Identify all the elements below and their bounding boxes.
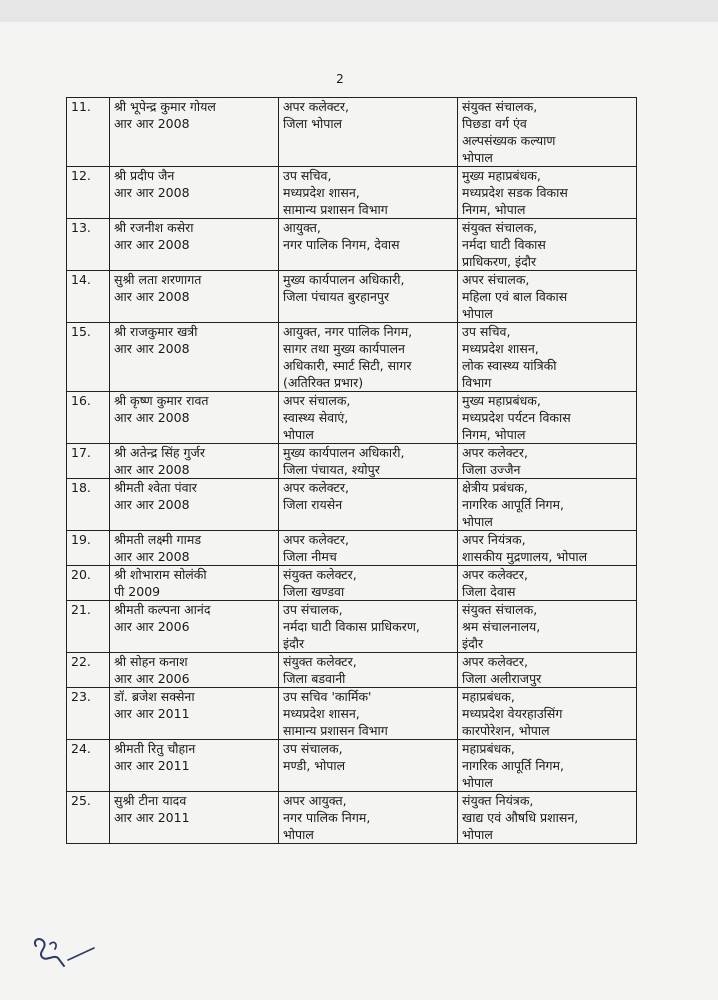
serial-number-cell: 12.: [67, 167, 110, 219]
serial-number-cell: 24.: [67, 740, 110, 792]
current-post-cell: अपर कलेक्टर, जिला नीमच: [279, 531, 458, 566]
serial-number-cell: 11.: [67, 98, 110, 167]
officer-name-cell: सुश्री लता शरणागत आर आर 2008: [110, 271, 279, 323]
current-post-cell: मुख्य कार्यपालन अधिकारी, जिला पंचायत बुरहानपुर: [279, 271, 458, 323]
table-row: [67, 653, 637, 688]
new-post-cell: संयुक्त संचालक, पिछडा वर्ग एंव अल्पसंख्यक कल्याण भोपाल: [458, 98, 637, 167]
table-row: [67, 271, 637, 323]
serial-number-cell: 25.: [67, 792, 110, 844]
table-row: [67, 531, 637, 566]
officer-name-cell: श्री कृष्ण कुमार रावत आर आर 2008: [110, 392, 279, 444]
officer-name-cell: डॉ. ब्रजेश सक्सेना आर आर 2011: [110, 688, 279, 740]
current-post-cell: संयुक्त कलेक्टर, जिला बडवानी: [279, 653, 458, 688]
table-row: [67, 479, 637, 531]
table-row: [67, 98, 637, 167]
officer-name-cell: श्री प्रदीप जैन आर आर 2008: [110, 167, 279, 219]
top-band: [0, 0, 718, 22]
officer-name-cell: श्रीमती लक्ष्मी गामड आर आर 2008: [110, 531, 279, 566]
new-post-cell: संयुक्त नियंत्रक, खाद्य एवं औषधि प्रशासन, भोपाल: [458, 792, 637, 844]
officer-name-cell: श्री अतेन्द्र सिंह गुर्जर आर आर 2008: [110, 444, 279, 479]
current-post-cell: मुख्य कार्यपालन अधिकारी, जिला पंचायत, श्योपुर: [279, 444, 458, 479]
new-post-cell: महाप्रबंधक, मध्यप्रदेश वेयरहाउसिंग कारपोरेशन, भोपाल: [458, 688, 637, 740]
transfer-table-body: [67, 98, 637, 844]
current-post-cell: अपर कलेक्टर, जिला रायसेन: [279, 479, 458, 531]
current-post-cell: उप सचिव, मध्यप्रदेश शासन, सामान्य प्रशासन विभाग: [279, 167, 458, 219]
new-post-cell: संयुक्त संचालक, श्रम संचालनालय, इंदौर: [458, 601, 637, 653]
transfer-table: [66, 97, 637, 844]
serial-number-cell: 14.: [67, 271, 110, 323]
serial-number-cell: 18.: [67, 479, 110, 531]
serial-number-cell: 15.: [67, 323, 110, 392]
table-row: [67, 601, 637, 653]
table-row: [67, 566, 637, 601]
current-post-cell: आयुक्त, नगर पालिक निगम, देवास: [279, 219, 458, 271]
table-row: [67, 323, 637, 392]
officer-name-cell: सुश्री टीना यादव आर आर 2011: [110, 792, 279, 844]
serial-number-cell: 19.: [67, 531, 110, 566]
officer-name-cell: श्रीमती श्वेता पंवार आर आर 2008: [110, 479, 279, 531]
serial-number-cell: 21.: [67, 601, 110, 653]
serial-number-cell: 22.: [67, 653, 110, 688]
current-post-cell: संयुक्त कलेक्टर, जिला खण्डवा: [279, 566, 458, 601]
serial-number-cell: 13.: [67, 219, 110, 271]
table-row: [67, 392, 637, 444]
serial-number-cell: 16.: [67, 392, 110, 444]
new-post-cell: महाप्रबंधक, नागरिक आपूर्ति निगम, भोपाल: [458, 740, 637, 792]
new-post-cell: अपर कलेक्टर, जिला अलीराजपुर: [458, 653, 637, 688]
officer-name-cell: श्रीमती कल्पना आनंद आर आर 2006: [110, 601, 279, 653]
current-post-cell: उप सचिव 'कार्मिक' मध्यप्रदेश शासन, सामान्य प्रशासन विभाग: [279, 688, 458, 740]
current-post-cell: अपर आयुक्त, नगर पालिक निगम, भोपाल: [279, 792, 458, 844]
new-post-cell: अपर कलेक्टर, जिला देवास: [458, 566, 637, 601]
officer-name-cell: श्री सोहन कनाश आर आर 2006: [110, 653, 279, 688]
new-post-cell: मुख्य महाप्रबंधक, मध्यप्रदेश सडक विकास निगम, भोपाल: [458, 167, 637, 219]
current-post-cell: अपर संचालक, स्वास्थ्य सेवाएं, भोपाल: [279, 392, 458, 444]
new-post-cell: क्षेत्रीय प्रबंधक, नागरिक आपूर्ति निगम, भोपाल: [458, 479, 637, 531]
serial-number-cell: 23.: [67, 688, 110, 740]
new-post-cell: मुख्य महाप्रबंधक, मध्यप्रदेश पर्यटन विकास निगम, भोपाल: [458, 392, 637, 444]
new-post-cell: अपर संचालक, महिला एवं बाल विकास भोपाल: [458, 271, 637, 323]
new-post-cell: अपर कलेक्टर, जिला उज्जैन: [458, 444, 637, 479]
table-row: [67, 219, 637, 271]
current-post-cell: उप संचालक, मण्डी, भोपाल: [279, 740, 458, 792]
officer-name-cell: श्री भूपेन्द्र कुमार गोयल आर आर 2008: [110, 98, 279, 167]
table-row: [67, 740, 637, 792]
current-post-cell: आयुक्त, नगर पालिक निगम, सागर तथा मुख्य कार्यपालन अधिकारी, स्मार्ट सिटी, सागर (अतिरिक्त प्रभार): [279, 323, 458, 392]
handwritten-signature: [28, 930, 98, 970]
officer-name-cell: श्री रजनीश कसेरा आर आर 2008: [110, 219, 279, 271]
page-number: 2: [336, 72, 344, 86]
current-post-cell: उप संचालक, नर्मदा घाटी विकास प्राधिकरण, इंदौर: [279, 601, 458, 653]
current-post-cell: अपर कलेक्टर, जिला भोपाल: [279, 98, 458, 167]
table-row: [67, 688, 637, 740]
serial-number-cell: 20.: [67, 566, 110, 601]
new-post-cell: अपर नियंत्रक, शासकीय मुद्रणालय, भोपाल: [458, 531, 637, 566]
table-row: [67, 792, 637, 844]
new-post-cell: उप सचिव, मध्यप्रदेश शासन, लोक स्वास्थ्य यांत्रिकी विभाग: [458, 323, 637, 392]
table-row: [67, 167, 637, 219]
officer-name-cell: श्रीमती रितु चौहान आर आर 2011: [110, 740, 279, 792]
table-row: [67, 444, 637, 479]
officer-name-cell: श्री राजकुमार खत्री आर आर 2008: [110, 323, 279, 392]
officer-name-cell: श्री शोभाराम सोलंकी पी 2009: [110, 566, 279, 601]
serial-number-cell: 17.: [67, 444, 110, 479]
new-post-cell: संयुक्त संचालक, नर्मदा घाटी विकास प्राधिकरण, इंदौर: [458, 219, 637, 271]
